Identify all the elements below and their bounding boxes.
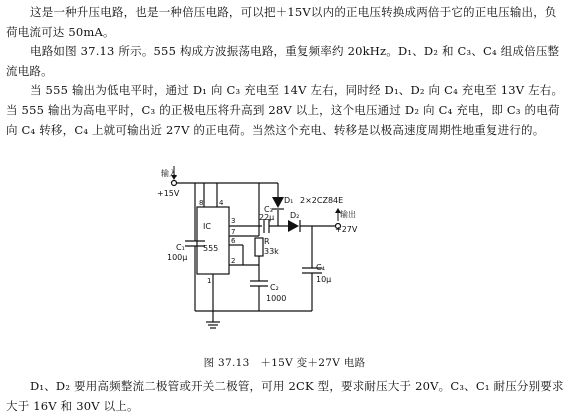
- c4-value-label: 10μ: [316, 275, 332, 284]
- r-name-label: R: [264, 237, 270, 246]
- paragraph-circuit: 电路如图 37.13 所示。555 构成方波振荡电路，重复频率约 20kHz。D₁、D₂ 和 C₃、C₄ 组成倍压整流电路。: [6, 44, 560, 78]
- output-voltage-label: +27V: [335, 225, 358, 234]
- input-terminal: [172, 181, 177, 186]
- pin2-label: 2: [231, 257, 236, 265]
- pin1-label: 1: [207, 277, 212, 285]
- ic-model-label: 555: [203, 244, 219, 253]
- paragraph-intro: 这是一种升压电路，也是一种倍压电路，可以把＋15V以内的正电压转换成两倍于它的正电压输出，负荷电流可达 50mA。: [6, 5, 557, 39]
- c2-name-label: C₂: [270, 283, 279, 292]
- c3-value-label: 22μ: [259, 213, 275, 222]
- pin4-label: 4: [219, 199, 224, 207]
- d1-name-label: D₁: [284, 196, 294, 205]
- c2-value-label: 1000: [266, 294, 287, 303]
- c1-value-label: 100μ: [167, 253, 188, 262]
- resistor-r: [255, 238, 263, 256]
- pin3-label: 3: [231, 217, 236, 225]
- paragraph-operation: 当 555 输出为低电平时，通过 D₁ 向 C₃ 充电至 14V 左右，同时经 D₁、D₂ 向 C₄ 充电至 13V 左右。当 555 输出为高电平时，C₃ 的正极电压将升高到 28V 以上，这个电压通过 D₂ 向 C₄ 充电，即 C₃ 的电荷向 C₄ 转移，C₄ 上就可输出近 27V 的正电荷。当然这个充电、转移是以极高速度周期性地重复进行的。: [6, 83, 564, 137]
- pin7-label: 7: [231, 228, 236, 236]
- c1-name-label: C₁: [176, 243, 185, 252]
- pin8-label: 8: [199, 199, 204, 207]
- figure-caption: 图 37.13 ＋15V 变＋27V 电路: [203, 357, 366, 369]
- input-voltage-label: +15V: [157, 189, 180, 198]
- diode-spec-label: 2×2CZ84E: [300, 196, 344, 205]
- c4-name-label: C₄: [316, 263, 325, 272]
- ic-name-label: IC: [203, 222, 211, 231]
- d2-name-label: D₂: [290, 211, 300, 220]
- output-title-label: 输出: [340, 210, 356, 219]
- input-title-label: 输入: [161, 169, 177, 178]
- diode-d2: [288, 220, 299, 232]
- c3-name-label: C₃: [264, 205, 273, 214]
- pin6-label: 6: [231, 237, 236, 245]
- paragraph-components: D₁、D₂ 要用高频整流二极管或开关二极管，可用 2CK 型，要求耐压大于 20V。C₃、C₁ 耐压分别要求大于 16V 和 30V 以上。: [6, 379, 564, 413]
- diode-d1: [272, 197, 284, 208]
- r-value-label: 33k: [264, 247, 279, 256]
